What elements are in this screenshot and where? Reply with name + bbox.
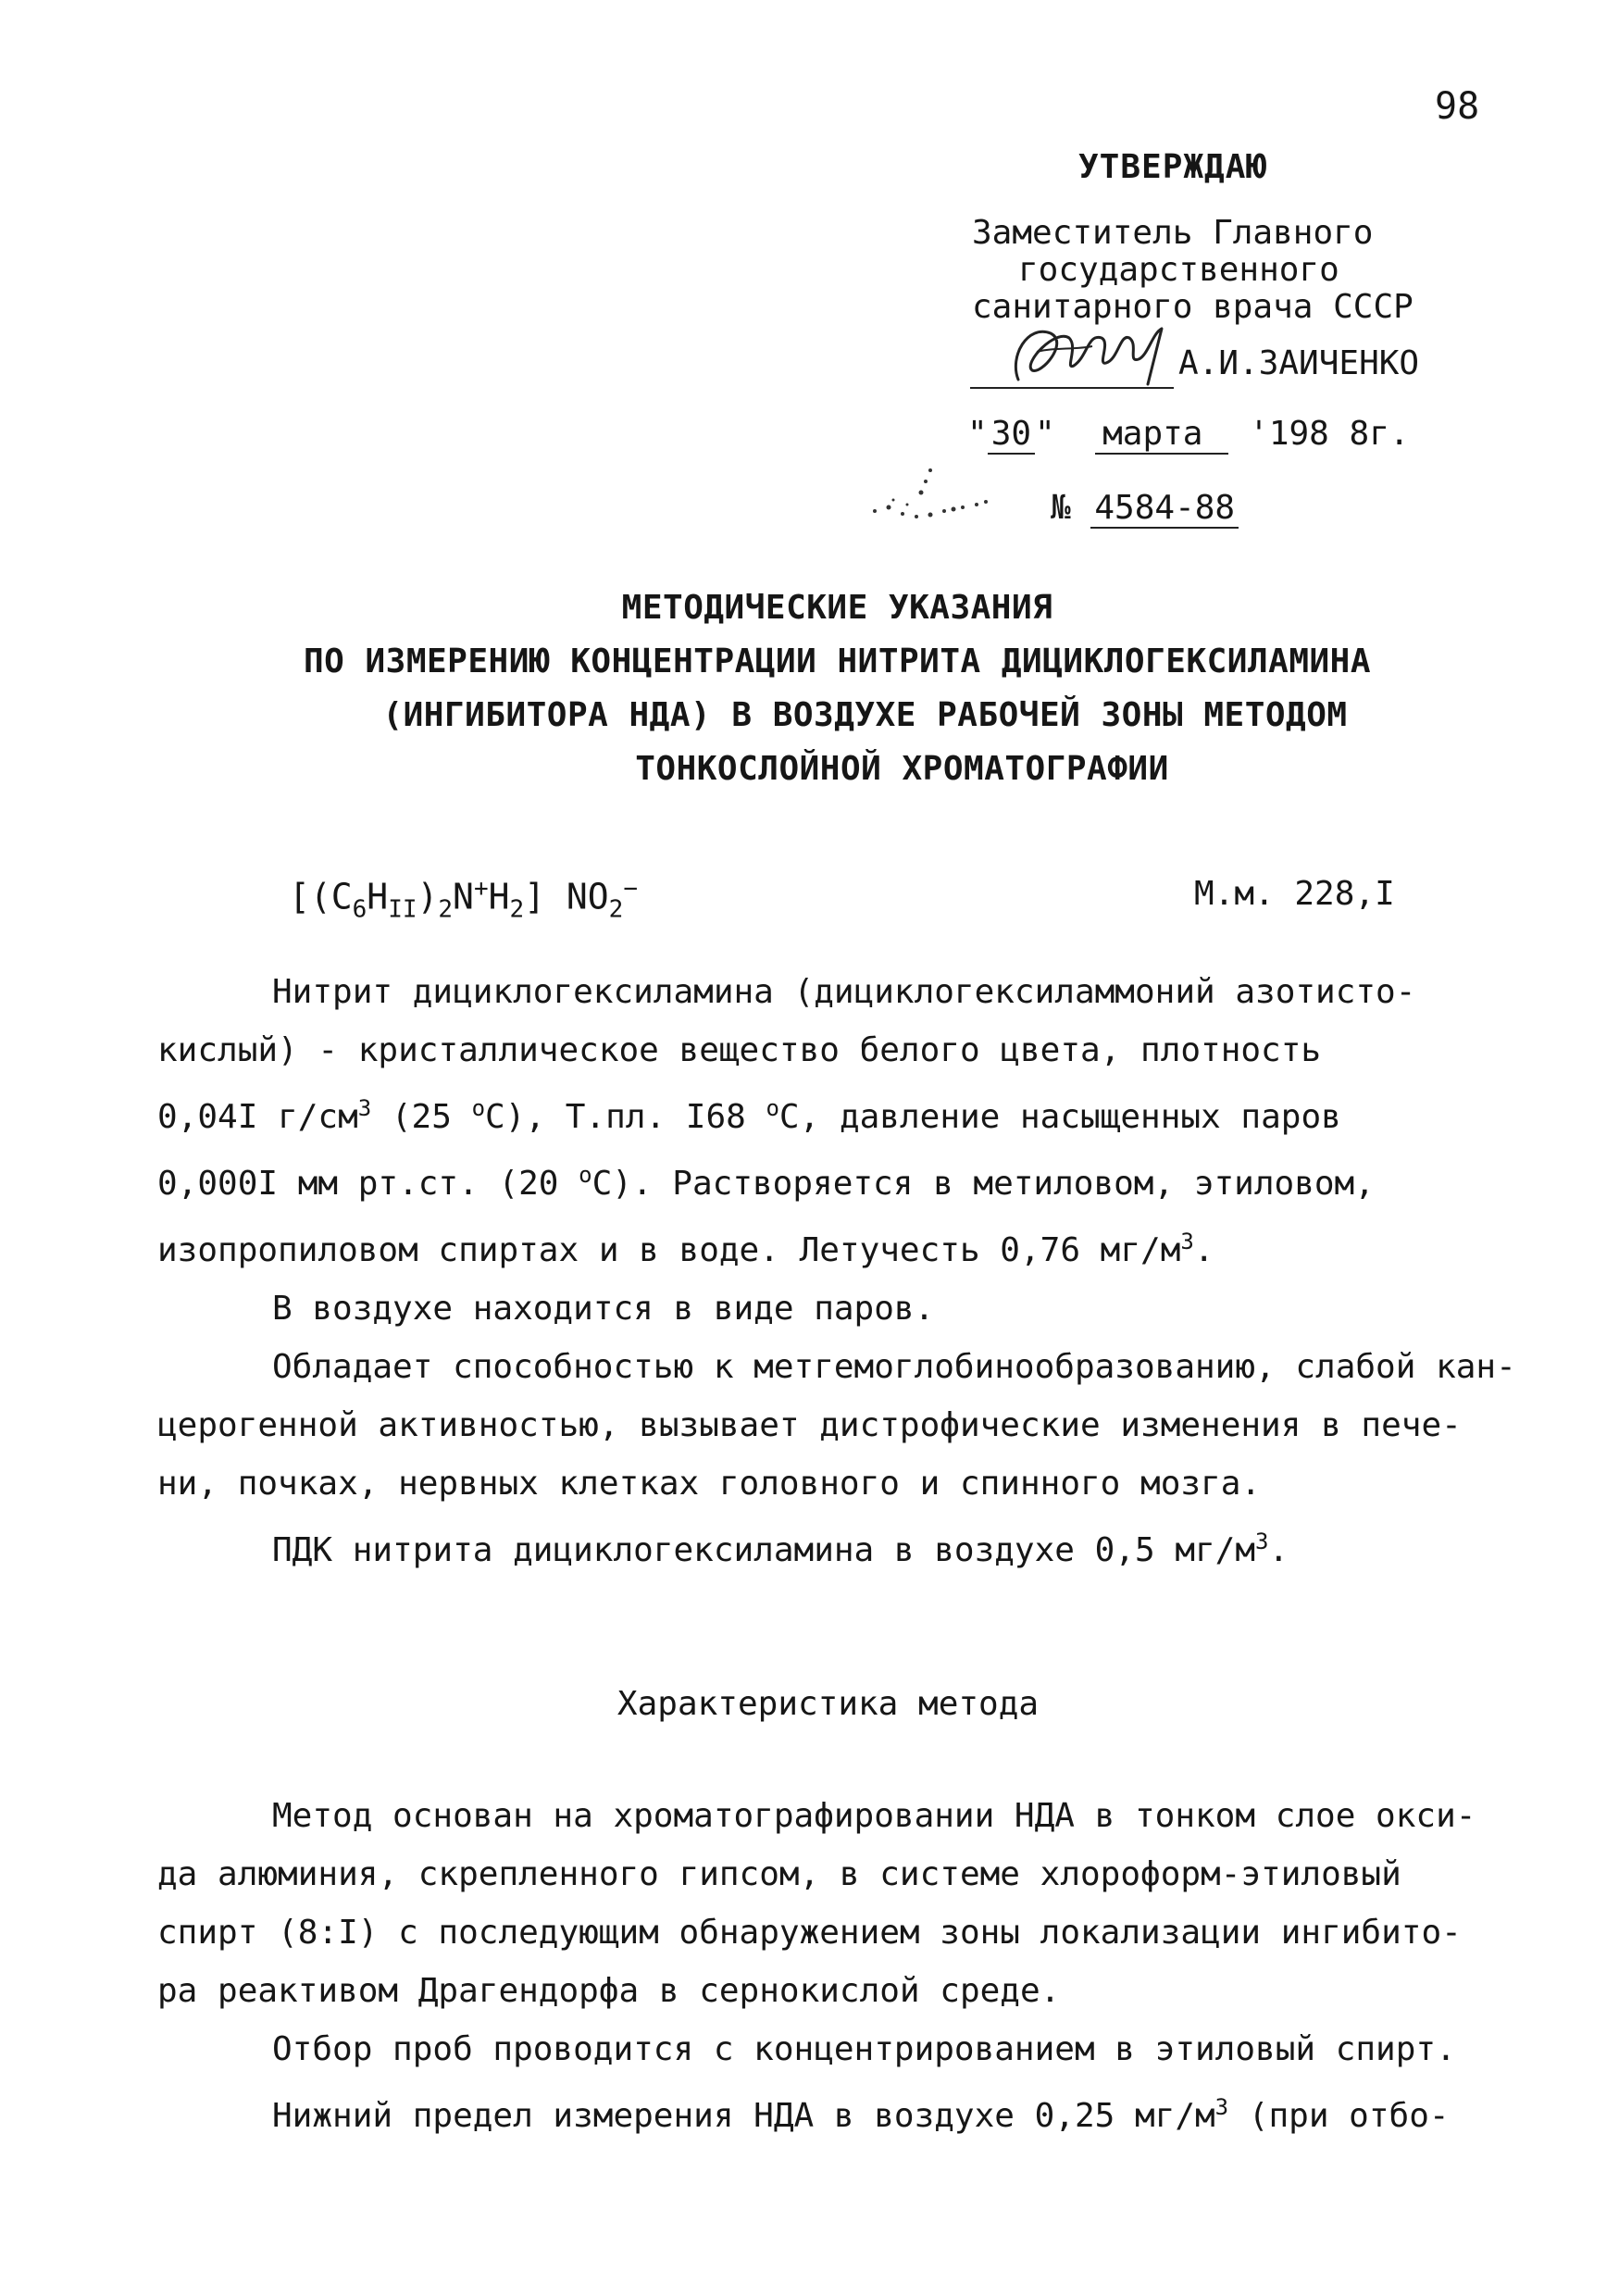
title-line3: (ИНГИБИТОРА НДА) В ВОЗДУХЕ РАБОЧЕЙ ЗОНЫ МЕТОДОМ	[382, 696, 1348, 734]
signature-underline	[970, 387, 1174, 389]
date-year-suffix: 8г.	[1349, 415, 1410, 453]
paragraph-1-line3: 0,04I $г/см^3$ (25 $^o$С), Т.пл. I68 $^o$С, давление насыщенных паров	[157, 1095, 1341, 1136]
approver-position-line2: государственного	[1018, 251, 1339, 289]
mac-text: ПДК нитрита дициклогексиламина в воздухе 0,5 мг/м	[272, 1531, 1256, 1569]
paragraph-3-line3: ни, почках, нервных клетках головного и спинного мозга.	[157, 1465, 1262, 1503]
section-heading: Характеристика метода	[616, 1685, 1040, 1723]
paragraph-5-line1: Метод основан на хроматографировании НДА в тонком слое окси-	[272, 1797, 1476, 1835]
pressure-value-text: 0,000I мм рт.ст. (20	[157, 1165, 579, 1203]
mac-period: .	[1268, 1531, 1289, 1569]
lower-limit-text: Нижний предел измерения НДА в воздухе 0,25 мг/м	[272, 2097, 1215, 2135]
date-day: 30	[988, 415, 1035, 455]
vapor-pressure-text: С, давление насыщенных паров	[778, 1098, 1341, 1136]
approver-name: А.И.ЗАИЧЕНКО	[1178, 344, 1420, 382]
paragraph-2: В воздухе находится в виде паров.	[272, 1290, 935, 1328]
paragraph-1-line1: Нитрит дициклогексиламина (дициклогексиламмоний азотисто-	[272, 973, 1416, 1011]
solubility-text: С). Растворяется в метиловом, этиловом,	[592, 1165, 1375, 1203]
title-line4: ТОНКОСЛОЙНОЙ ХРОМАТОГРАФИИ	[635, 750, 1169, 788]
date-year-prefix: '198	[1249, 415, 1329, 453]
paragraph-3-line1: Обладает способностью к метгемоглобинообразованию, слабой кан-	[272, 1348, 1516, 1386]
density-temp-text: (25	[371, 1098, 472, 1136]
volatility-period: .	[1193, 1231, 1214, 1269]
paragraph-5-line2: да алюминия, скрепленного гипсом, в системе хлороформ-этиловый	[157, 1855, 1401, 1893]
paragraph-5-line4: ра реактивом Драгендорфа в сернокислой среде.	[157, 1972, 1061, 2010]
approval-title: УТВЕРЖДАЮ	[1078, 148, 1268, 186]
melting-point-text: С), Т.пл. I68	[485, 1098, 766, 1136]
density-text: 0,04I г/см	[157, 1098, 358, 1136]
paragraph-1-line5: изопропиловом спиртах и в воде. Летучесть 0,76 $мг/м^3$.	[157, 1229, 1214, 1269]
paragraph-7: Нижний предел измерения НДА в воздухе 0,25 $мг/м^3$ (при отбо-	[272, 2094, 1450, 2135]
stamp-mark	[838, 463, 1023, 528]
title-line2: ПО ИЗМЕРЕНИЮ КОНЦЕНТРАЦИИ НИТРИТА ДИЦИКЛОГЕКСИЛАМИНА	[303, 643, 1372, 680]
number-label: №	[1051, 489, 1071, 527]
approver-name-line	[970, 344, 1419, 382]
paragraph-1-line4: 0,000I мм рт.ст. (20 $^o$С). Растворяется в метиловом, этиловом,	[157, 1162, 1375, 1203]
body-text-lower	[157, 1787, 1509, 2145]
paragraph-3-line2: церогенной активностью, вызывает дистрофические изменения в пече-	[157, 1406, 1462, 1444]
date-day-wrapper: " 30 "	[967, 415, 1055, 453]
title-line1: МЕТОДИЧЕСКИЕ УКАЗАНИЯ	[621, 589, 1053, 627]
paragraph-1-line2: кислый) - кристаллическое вещество белого цвета, плотность	[157, 1031, 1322, 1069]
page-number: 98	[1435, 85, 1480, 128]
approver-position-line3: санитарного врача СССР	[972, 288, 1414, 326]
lower-limit-continuation: (при отбо-	[1228, 2097, 1450, 2135]
date-month: марта	[1095, 415, 1228, 455]
paragraph-5-line3: спирт (8:I) с последующим обнаружением зоны локализации ингибито-	[157, 1914, 1462, 1952]
document-title	[0, 581, 1619, 796]
body-text-upper	[157, 963, 1516, 1579]
paragraph-6: Отбор проб проводится с концентрированием в этиловый спирт.	[272, 2030, 1456, 2068]
paragraph-4: ПДК нитрита дициклогексиламина в воздухе 0,5 $мг/м^3$.	[272, 1529, 1289, 1569]
approval-number	[1051, 489, 1239, 527]
molar-mass: М.м. 228,I	[1194, 875, 1395, 913]
volatility-text: изопропиловом спиртах и в воде. Летучесть 0,76 мг/м	[157, 1231, 1181, 1269]
number-value: 4584-88	[1090, 489, 1239, 529]
chemical-formula: $[(C_6H_{II})_2N^+H_2]$ $NO_2^-$	[289, 875, 638, 924]
approver-position-line1: Заместитель Главного	[972, 214, 1374, 252]
approval-date	[967, 415, 1410, 453]
